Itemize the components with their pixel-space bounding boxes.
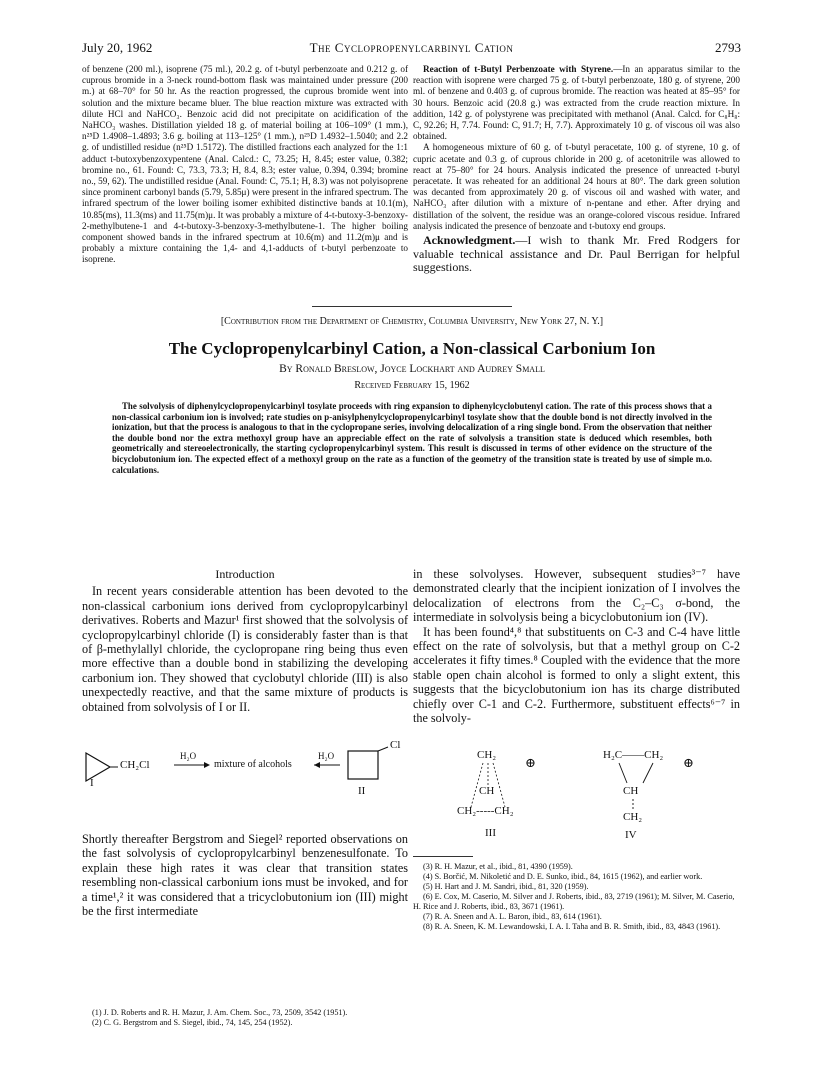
page-number: 2793 [715, 40, 741, 55]
iv-mid: CH [623, 785, 639, 797]
iv-label: IV [625, 829, 637, 841]
running-title: The Cyclopropenylcarbinyl Cation [309, 40, 514, 55]
footnotes-right [413, 862, 740, 932]
footnote-2: (2) C. G. Bergstrom and S. Siegel, ibid., 74, 145, 254 (1952). [92, 1018, 293, 1027]
abstract-text: The solvolysis of diphenylcyclopropenylcarbinyl tosylate proceeds with ring expansion to diphenylcyclobutenyl cation. The rate of this process shows that a non-classical carbonium ion is involved; rate studies on p-anisylphenylcyclopropenylcarbinyl tosylate show that the double bond is not directly involved in the ionization, but that the process is analogous to that in the cyclopropane series, involving delocalization of a ring single bond. From the observation that neither the double bond nor the extra methoxyl group have an appreciable effect on the rate of solvolysis a transition state is deduced which resembles, both geometrically and stereoelectronically, the starting cyclopropenylcarbinyl system. This result is discussed in terms of other evidence on the structure of the bicyclobutonium ion. The expected effect of a methoxyl group on the rate as a function of the geometry of the transition state is treated by use of simple m.o. calculations. [112, 401, 712, 475]
product-text: mixture of alcohols [214, 759, 292, 770]
intro-right-column [413, 567, 740, 725]
intro-paragraph-1: In recent years considerable attention has been devoted to the non-classical carbonium ions derived from cyclopropylcarbinyl derivatives. Roberts and Mazur¹ first showed that the solvolysis of cyclopropylcarbinyl chloride (I) is considerably faster than is that of β-methylallyl chloride, the cyclopropane ring being thus even more effective than a double bond in stabilizing the developing carbonium ion. They showed that cyclobutyl chloride (III) is also unexpectedly reactive, and that the same mixture of products is obtained from solvolysis of I or II. [82, 584, 408, 714]
reactant-formula: CH₂Cl [120, 759, 150, 771]
iii-label: III [485, 827, 496, 839]
article-title: The Cyclopropenylcarbinyl Cation, a Non-classical Carbonium Ion [168, 339, 656, 358]
footnote-8: (8) R. A. Sneen, K. M. Lewandowski, I. A. I. Taha and B. R. Smith, ibid., 83, 4843 (1961). [423, 922, 721, 931]
introduction-heading: Introduction [215, 567, 275, 581]
iii-bottom: CH₂-----CH₂ [457, 805, 514, 817]
reaction-scheme [82, 739, 408, 825]
iv-bottom: CH₂ [623, 811, 643, 823]
prev-experimental-text: of benzene (200 ml.), isoprene (75 ml.), 20.2 g. of t-butyl perbenzoate and 0.212 g. of cuprous bromide in a 3-neck round-bottom flask was maintained under pressure (200 m.) at 68–70° for 50 hr. As the reaction progressed, the cuprous bromide went into solution and the mixture became bluer. The blue reaction mixture was extracted with dilute HCl and NaHCO₃. Benzoic acid did not precipitate on acidification of the NaHCO₃ washes. Distillation yielded 18 g. of material boiling at 106–109° (1 mm.), n²⁵D 1.4908–1.4893; 3.6 g. boiling at 113–125° (1 mm.), n²⁵D 1.4932–1.5040; and 2.2 g. of undistilled residue (n²⁵D 1.5172). The distilled fractions each analyzed for the 1:1 adduct t-butoxybenzoxypentene (Anal. Calcd.: C, 73.25; H, 8.45; ester value, 0.382; bromine no., 61. Found: C, 73.3, 73.3; H, 8.4, 8.3; ester value, 0.394, 0.394; bromine no., 59, 62). The undistilled residue (Anal. Found: C, 75.1; H, 8.3) was not polyisoprene since prominent carbonyl bands (5.79, 5.85μ) were present in the infrared spectrum. The infrared spectrum of the lower boiling isomer exhibited distinctive bands at 10.1(m), 10.85(ms), 11.3(ms) and 11.75(m)μ. It was probably a mixture of 4-t-butoxy-3-benzoxy-2-methylbutene-1 and 4-t-butoxy-3-benzoxy-3-methylbutene-1. The higher boiling component showed bands in the infrared spectrum at 10.6(m) and 11.2(m)μ and is probably a mixture containing the 1,4- and 4,1-adducts of t-butyl perbenzoate to isoprene. [82, 64, 408, 265]
footnote-3: (3) R. H. Mazur, et al., ibid., 81, 4390 (1959). [423, 862, 573, 871]
iv-charge: ⊕ [683, 755, 694, 770]
iii-charge: ⊕ [525, 755, 536, 770]
reactant-label: I [90, 777, 94, 789]
intro-paragraph-2: Shortly thereafter Bergstrom and Siegel² reported observations on the fast solvolysis of cyclopropylcarbinyl benzenesulfonate. To explain these high rates it was clear that transition states resembling non-classical carbonium ions must be invoked, and for a time¹,² it was considered that a tricyclobutonium ion (III) might be the first intermediate [82, 832, 408, 919]
iii-top: CH₂ [477, 749, 497, 761]
chloro-label: Cl [390, 739, 401, 751]
footnotes-left [82, 1008, 408, 1028]
peracetate-paragraph: A homogeneous mixture of 60 g. of t-butyl peracetate, 100 g. of styrene, 10 g. of cupric acetate and 0.3 g. of cuprous chloride in 200 g. of acetonitrile was allowed to react at 75–80° for 24 hours. Analysis indicated the presence of unreacted t-butyl peracetate. It was reheated for an additional 24 hours at 80°. The dark green solution was decanted from approximately 20 g. of viscous oil and washed with water, and NaHCO₃ after dilution with a mixture of n-pentane and ether. After drying and distillation of the solvent, the residue was an orange-colored viscous residue. Infrared analysis indicated the presence of benzoate and t-butoxy end groups. [413, 142, 740, 231]
styrene-reaction-heading: Reaction of t-Butyl Perbenzoate with Styrene. [423, 64, 614, 74]
section-divider [312, 306, 512, 307]
article-authors: By Ronald Breslow, Joyce Lockhart and Audrey Small [279, 363, 545, 375]
abstract [112, 401, 712, 475]
footnote-rule [413, 856, 473, 857]
iv-top: H₂C——CH₂ [603, 749, 664, 761]
received-date: Received February 15, 1962 [354, 380, 470, 391]
footnote-7: (7) R. A. Sneen and A. L. Baron, ibid., 83, 614 (1961). [423, 912, 602, 921]
prev-article-right-column: Reaction of t-Butyl Perbenzoate with Styrene.—In an apparatus similar to the reaction with isoprene were charged 75 g. of t-butyl perbenzoate, 180 g. of styrene, 200 ml. of benzene and 0.403 g. of cuprous bromide. The reaction was heated at 85–95° for 30 hours. Benzoic acid (20.8 g.) was extracted from the crude reaction mixture. In addition, 142 g. of polystyrene was precipitated with methanol (Anal. Calcd. for C₈H₈: C, 92.26; H, 7.74. Found: C, 91.7; H, 7.7). Approximately 10 g. of viscous oil was also obtained. A homogeneous mixture of 60 g. of t-butyl peracetate, 100 g. of styrene, 10 g. of cupric acetate and 0.3 g. of cuprous chloride in 200 g. of acetonitrile was allowed to react at 75–80° for 24 hours. Analysis indicated the presence of unreacted t-butyl peracetate. It was reheated for an additional 24 hours at 80°. The dark green solution was decanted from approximately 20 g. of viscous oil and washed with water, and NaHCO₃ after dilution with a mixture of n-pentane and ether. After drying and distillation of the solvent, the residue was an orange-colored viscous residue. Infrared analysis indicated the presence of benzoate and t-butoxy end groups. Acknowledgment.—I wish to thank Mr. Fred Rodgers for valuable technical assistance and Dr. Paul Berrigan for helpful suggestions. [413, 64, 740, 275]
styrene-reaction-text: In an apparatus similar to the reaction with isoprene were charged 75 g. of t-butyl perbenzoate, 180 g. of styrene, 200 ml. of benzene and 0.403 g. of cuprous bromide. The reaction was heated at 85–95° for 30 hours. Benzoic acid (20.8 g.) was extracted from the crude reaction mixture. In addition, 142 g. of polystyrene was precipitated with methanol (Anal. Calcd. for C₈H₈: C, 92.26; H, 7.74. Found: C, 91.7; H, 7.7). Approximately 10 g. of viscous oil was also obtained. [413, 64, 740, 142]
cyclobutane-ring [348, 751, 378, 779]
structures-iii-iv [413, 747, 740, 847]
reverse-arrowhead [314, 762, 320, 768]
iii-mid: CH [479, 785, 495, 797]
acknowledgment-heading: Acknowledgment. [423, 233, 516, 248]
footnote-5: (5) H. Hart and J. M. Sandri, ibid., 81, 320 (1959). [423, 882, 589, 891]
acknowledgment-text: I wish to thank Mr. Fred Rodgers for valuable technical assistance and Dr. Paul Berrigan for helpful suggestions. [413, 233, 740, 275]
iv-bond-left [619, 763, 627, 783]
intro-right-paragraph-2: It has been found⁴,⁸ that substituents on C-3 and C-4 have little effect on the rate of solvolysis, but that a methyl group on C-2 accelerates it fifty times.⁸ Coupled with the evidence that the more stable open chain alcohol is formed to only a slight extent, this suggests that the bicyclobutonium ion has its charge distributed chiefly over C-1 and C-2. Furthermore, substituent effects⁶⁻⁷ in the solvoly- [413, 624, 740, 726]
reagent-water-2: H₂O [318, 751, 335, 761]
contribution-line: [Contribution from the Department of Chemistry, Columbia University, New York 27, N. Y.] [220, 316, 604, 327]
footnote-4: (4) S. Borčić, M. Nikoletić and D. E. Sunko, ibid., 84, 1615 (1962), and earlier work. [423, 872, 703, 881]
footnote-6: (6) E. Cox, M. Caserio, M. Silver and J. Roberts, ibid., 83, 2719 (1961); M. Silver, M. Caserio, H. Rice and J. Roberts, ibid., 83, 3671 (1961). [413, 892, 735, 911]
intro-right-paragraph-1: in these solvolyses. However, subsequent studies³⁻⁷ have demonstrated clearly that the incipient ionization of I involves the delocalization of electrons from the C₂–C₃ σ-bond, the intermediate in solvolysis being a bicyclobutonium ion (IV). [413, 567, 740, 625]
reagent-water: H₂O [180, 751, 197, 761]
prev-article-left-column [82, 64, 408, 266]
iii-bond-right [493, 763, 505, 807]
cl-bond [378, 747, 388, 751]
footnote-1: (1) J. D. Roberts and R. H. Mazur, J. Am. Chem. Soc., 73, 2509, 3542 (1951). [92, 1008, 348, 1017]
product2-label: II [358, 785, 366, 797]
intro-left-column [82, 567, 408, 714]
page-date: July 20, 1962 [82, 40, 153, 55]
iv-bond-right [643, 763, 653, 783]
forward-arrowhead [204, 762, 210, 768]
intro-left-column-continued [82, 832, 408, 918]
